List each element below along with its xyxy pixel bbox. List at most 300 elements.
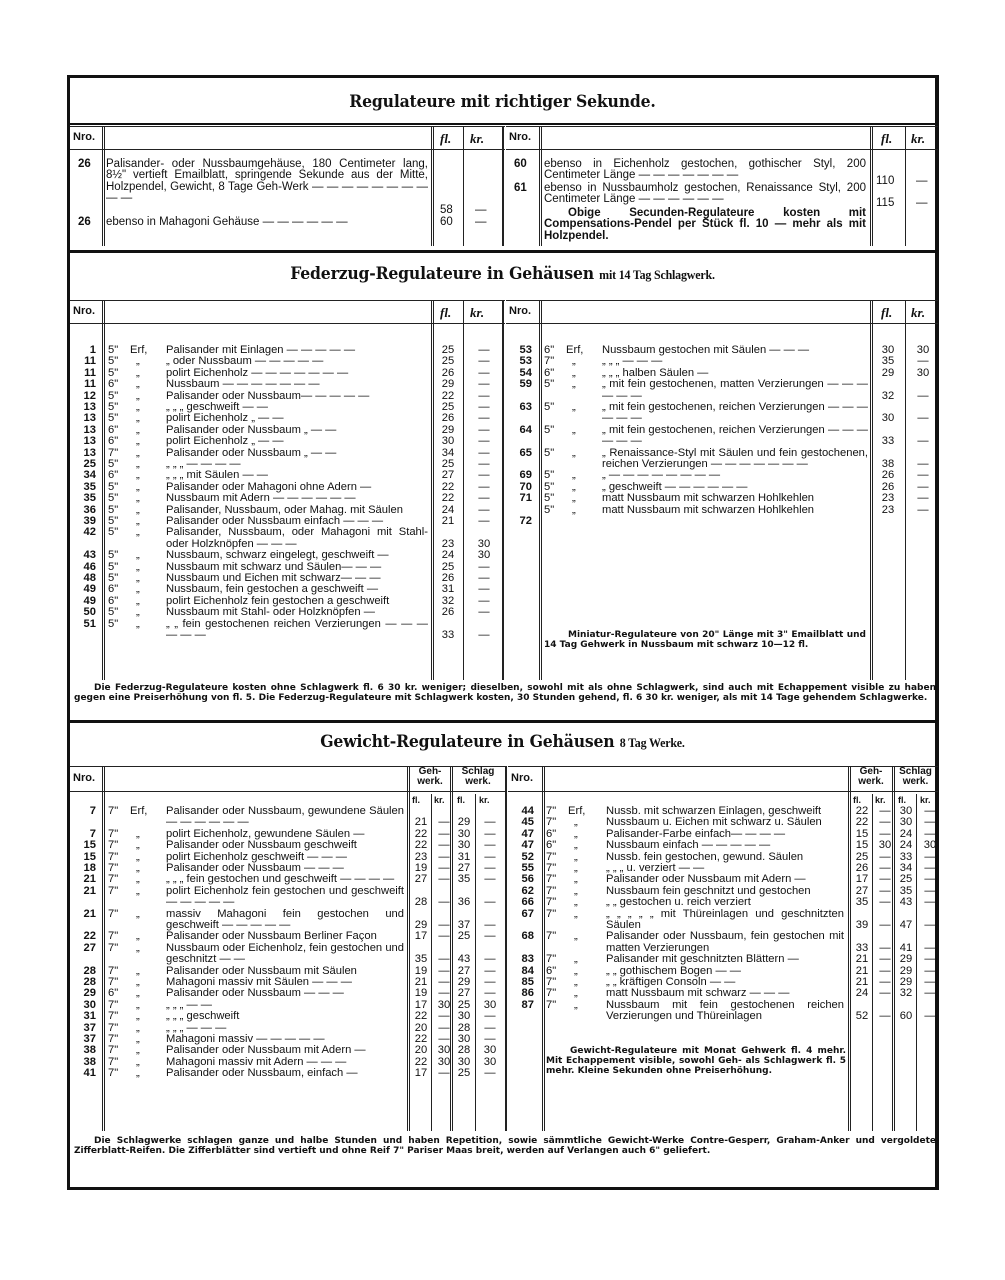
row-nro: 47 xyxy=(521,827,534,840)
row-gehwerk-kr: — xyxy=(438,1010,450,1023)
col-nro: Nro. xyxy=(509,131,531,143)
row-description: Nussbaum fein geschnitzt und gestochen xyxy=(606,884,811,897)
row-schlagwerk-kr: — xyxy=(924,964,936,977)
row-description: Mahagoni massiv mit Adern — — — xyxy=(166,1055,347,1068)
row-nro: 35 xyxy=(83,492,96,505)
row-schlagwerk-kr: — xyxy=(484,816,496,829)
row-description: polirt Eichenholz — — — — — — — xyxy=(166,366,349,379)
row-maker: „ xyxy=(574,987,578,1000)
row-nro: 29 xyxy=(83,987,96,1000)
row-gehwerk-kr: — xyxy=(879,896,891,909)
row-nro: 65 xyxy=(519,446,532,459)
row-description: Palisander oder Nussbaum — — — xyxy=(166,987,344,1000)
row-price-kr: — xyxy=(478,515,490,527)
row-nro: 1 xyxy=(89,344,96,356)
row-schlagwerk-fl: 41 xyxy=(899,941,913,954)
row-price-fl: 34 xyxy=(441,446,455,459)
row-schlagwerk-kr: — xyxy=(484,918,496,931)
row-maker: „ xyxy=(574,884,578,897)
row-schlagwerk-kr: — xyxy=(924,884,936,897)
row-maker: „ xyxy=(574,896,578,909)
row-maker: „ xyxy=(136,839,140,852)
row-description: matt Nussbaum mit schwarz — — — xyxy=(606,987,790,1000)
row-price-fl: 32 xyxy=(441,594,455,607)
row-maker: „ xyxy=(136,469,140,482)
row-description: „ „ „ — — — xyxy=(602,355,663,368)
row-maker: „ xyxy=(136,480,140,493)
row-size: 7" xyxy=(108,827,119,840)
row-nro: 85 xyxy=(521,976,534,988)
row-schlagwerk-kr: 30 xyxy=(923,839,937,852)
row-price-kr: — xyxy=(478,435,490,448)
row-maker: „ xyxy=(136,458,140,470)
row-schlagwerk-fl: 29 xyxy=(457,816,471,829)
row-gehwerk-fl: 27 xyxy=(855,884,869,897)
row-price-fl: 33 xyxy=(881,435,895,448)
row-maker: „ xyxy=(574,964,578,977)
s1-right-table xyxy=(506,126,938,256)
row-gehwerk-fl: 25 xyxy=(855,850,869,863)
row-nro: 13 xyxy=(83,401,96,413)
row-gehwerk-kr: — xyxy=(438,862,450,874)
row-nro: 27 xyxy=(83,941,96,954)
s3-left-header xyxy=(70,766,507,792)
row-gehwerk-fl: 17 xyxy=(855,873,869,886)
row-schlagwerk-kr: — xyxy=(484,1033,496,1045)
row-maker: „ xyxy=(572,503,576,516)
row-nro: 28 xyxy=(83,976,96,988)
row-gehwerk-kr: — xyxy=(879,827,891,840)
row-nro: 72 xyxy=(519,515,532,527)
section-divider xyxy=(70,720,935,723)
row-price-kr: — xyxy=(917,457,929,470)
row-price-kr: — xyxy=(478,401,490,413)
row-schlagwerk-fl: 30 xyxy=(457,839,471,852)
row-gehwerk-kr: — xyxy=(879,805,891,817)
section-divider xyxy=(70,250,935,253)
row-price-kr: — xyxy=(478,458,490,470)
row-gehwerk-fl: 15 xyxy=(855,839,869,852)
row-gehwerk-kr: — xyxy=(438,850,450,863)
title-main: Federzug-Regulateure in Gehäusen xyxy=(290,264,594,284)
section-title-regulateure-sekunde: Regulateure mit richtiger Sekunde. xyxy=(349,92,656,112)
row-size: 7" xyxy=(108,839,119,852)
row-price-kr: — xyxy=(478,628,490,641)
row-description: Nussbaum mit fein gestochenen reichen Verzierungen und Thüreinlagen xyxy=(606,998,844,1023)
row-maker: „ xyxy=(574,850,578,863)
row-size: 5" xyxy=(108,412,119,425)
row-description: Palisander mit Einlagen — — — — — xyxy=(166,344,356,356)
row-price-kr: — xyxy=(478,503,490,516)
row-size: 7" xyxy=(108,1067,119,1080)
row-description: Mahagoni massiv mit Säulen — — — xyxy=(166,976,352,988)
row-schlagwerk-kr: — xyxy=(484,896,496,909)
row-description: „ „ kräftigen Consoln — — xyxy=(606,976,736,988)
row-schlagwerk-fl: 25 xyxy=(899,873,913,886)
row-maker: Erf, xyxy=(130,344,148,356)
row-description: Palisander oder Nussbaum mit Säulen xyxy=(166,964,357,977)
row-price-kr: — xyxy=(478,594,490,607)
row-schlagwerk-fl: 35 xyxy=(899,884,913,897)
row-maker: „ xyxy=(572,446,576,459)
row-gehwerk-fl: 29 xyxy=(414,918,428,931)
col-nro: Nro. xyxy=(73,772,95,784)
col-fl: fl. xyxy=(412,795,420,805)
row-gehwerk-kr: — xyxy=(879,816,891,829)
row-nro: 26 xyxy=(78,216,91,228)
row-description: „ Renaissance-Styl mit Säulen und fein gestochenen, reichen Verzierungen — — — — — — — xyxy=(602,446,868,470)
row-gehwerk-fl: 23 xyxy=(414,850,428,863)
col-nro: Nro. xyxy=(73,131,95,143)
row-size: 7" xyxy=(546,896,557,909)
row-description: Palisander oder Nussbaum, fein gestochen mit matten Verzierungen xyxy=(606,930,844,954)
row-maker: „ xyxy=(136,1021,140,1034)
row-price-fl: 26 xyxy=(441,366,455,379)
s3-right-header xyxy=(508,766,938,792)
row-size: 6" xyxy=(108,594,119,607)
row-price-fl: 25 xyxy=(441,344,455,356)
row-price-kr: — xyxy=(478,583,490,596)
row-size: 6" xyxy=(544,366,555,379)
row-gehwerk-fl: 22 xyxy=(414,827,428,840)
row-description: „ „ „ — — xyxy=(166,998,212,1011)
row-description: polirt Eichenholz geschweift — — — xyxy=(166,850,347,863)
row-schlagwerk-fl: 32 xyxy=(899,987,913,1000)
row-description: „ „ „ — — — — xyxy=(166,458,241,470)
row-price-kr: — xyxy=(478,378,490,391)
row-price-fl: 30 xyxy=(881,412,895,425)
row-price-fl: 29 xyxy=(441,378,455,391)
row-schlagwerk-kr: — xyxy=(484,839,496,852)
row-gehwerk-kr: — xyxy=(879,976,891,988)
row-price-fl: 24 xyxy=(441,549,455,562)
row-size: 7" xyxy=(108,1033,119,1045)
row-description: Palisander oder Nussbaum — — — xyxy=(166,862,344,874)
row-price-fl: 32 xyxy=(881,389,895,402)
row-description: „ geschweift — — — — — — xyxy=(602,480,748,493)
row-size: 5" xyxy=(108,389,119,402)
row-maker: Erf, xyxy=(130,805,148,817)
row-nro: 13 xyxy=(83,423,96,436)
row-maker: „ xyxy=(136,606,140,619)
row-nro: 34 xyxy=(83,469,96,482)
row-size: 5" xyxy=(544,378,555,391)
row-nro: 53 xyxy=(519,344,532,356)
row-gehwerk-fl: 24 xyxy=(855,987,869,1000)
row-schlagwerk-kr: — xyxy=(484,827,496,840)
row-nro: 55 xyxy=(521,862,534,874)
row-description: Palisander oder Nussbaum „ — — xyxy=(166,423,337,436)
row-gehwerk-fl: 15 xyxy=(855,827,869,840)
row-gehwerk-fl: 21 xyxy=(414,976,428,988)
col-kr: kr. xyxy=(875,795,886,805)
row-maker: „ xyxy=(136,1055,140,1068)
row-price-kr: 30 xyxy=(477,537,491,550)
row-size: 7" xyxy=(546,998,557,1011)
row-price-fl: 25 xyxy=(441,401,455,413)
row-maker: „ xyxy=(136,572,140,584)
row-maker: „ xyxy=(136,1044,140,1057)
row-price-kr: — xyxy=(475,216,487,228)
row-schlagwerk-fl: 28 xyxy=(457,1021,471,1034)
row-maker: „ xyxy=(136,930,140,943)
row-maker: „ xyxy=(136,492,140,505)
row-size: 6" xyxy=(544,344,555,356)
row-gehwerk-fl: 19 xyxy=(414,987,428,1000)
row-nro: 51 xyxy=(83,617,96,630)
row-schlagwerk-kr: — xyxy=(924,805,936,817)
row-size: 7" xyxy=(108,850,119,863)
col-kr: kr. xyxy=(911,131,926,146)
row-description: polirt Eichenholz „ — — xyxy=(166,435,284,448)
row-description: Nussbaum gestochen mit Säulen — — — xyxy=(602,344,810,356)
row-price-kr: — xyxy=(478,469,490,482)
row-gehwerk-fl: 19 xyxy=(414,964,428,977)
row-gehwerk-kr: — xyxy=(438,976,450,988)
s1-left-table xyxy=(70,126,505,256)
row-nro: 11 xyxy=(84,366,96,379)
row-schlagwerk-kr: — xyxy=(484,1067,496,1080)
row-schlagwerk-kr: — xyxy=(484,1010,496,1023)
row-schlagwerk-kr: — xyxy=(924,953,936,966)
row-size: 6" xyxy=(546,964,557,977)
row-price-fl: 31 xyxy=(441,583,455,596)
row-size: 5" xyxy=(544,446,555,459)
row-price-kr: — xyxy=(917,469,929,482)
row-price-kr: — xyxy=(478,423,490,436)
row-nro: 35 xyxy=(83,480,96,493)
row-gehwerk-fl: 20 xyxy=(414,1044,428,1057)
row-maker: „ xyxy=(574,827,578,840)
row-price-kr: — xyxy=(917,435,929,448)
row-size: 7" xyxy=(546,862,557,874)
row-schlagwerk-fl: 30 xyxy=(899,816,913,829)
row-price-fl: 58 xyxy=(440,204,453,216)
row-size: 7" xyxy=(546,976,557,988)
row-maker: „ xyxy=(136,873,140,886)
row-gehwerk-kr: — xyxy=(879,918,891,931)
row-nro: 22 xyxy=(83,930,96,943)
title-main: Gewicht-Regulateure in Gehäusen xyxy=(320,732,615,752)
row-nro: 47 xyxy=(521,839,534,852)
row-nro: 60 xyxy=(514,158,527,170)
row-price-kr: — xyxy=(478,355,490,368)
row-gehwerk-fl: 22 xyxy=(414,839,428,852)
row-gehwerk-kr: — xyxy=(438,839,450,852)
col-fl: fl. xyxy=(881,131,893,146)
row-gehwerk-kr: — xyxy=(438,964,450,977)
row-gehwerk-fl: 20 xyxy=(414,1021,428,1034)
row-price-fl: 115 xyxy=(876,197,895,209)
row-gehwerk-fl: 21 xyxy=(414,816,428,829)
row-schlagwerk-kr: — xyxy=(924,850,936,863)
row-maker: „ xyxy=(136,389,140,402)
row-schlagwerk-fl: 27 xyxy=(457,964,471,977)
row-gehwerk-kr: — xyxy=(438,816,450,829)
row-price-fl: 110 xyxy=(876,175,895,187)
row-price-kr: — xyxy=(478,572,490,584)
row-description: Palisander oder Mahagoni ohne Adern — xyxy=(166,480,372,493)
row-maker: „ xyxy=(136,446,140,459)
row-schlagwerk-kr: — xyxy=(484,953,496,966)
row-description: Nussbaum oder Eichenholz, fein gestochen und geschnitzt — — xyxy=(166,941,404,966)
row-gehwerk-kr: — xyxy=(438,930,450,943)
row-price-kr: 30 xyxy=(477,549,491,562)
row-maker: „ xyxy=(136,862,140,874)
row-gehwerk-kr: — xyxy=(438,873,450,886)
row-nro: 62 xyxy=(521,884,534,897)
row-description: Nussbaum, fein gestochen a geschweift — xyxy=(166,583,379,596)
row-size: 6" xyxy=(108,435,119,448)
s2-right-table xyxy=(506,300,938,680)
row-price-fl: 26 xyxy=(881,480,895,493)
row-schlagwerk-fl: 27 xyxy=(457,862,471,874)
row-maker: „ xyxy=(136,1010,140,1023)
row-nro: 31 xyxy=(83,1010,96,1023)
row-size: 6" xyxy=(108,583,119,596)
row-description: „ oder Nussbaum — — — — — xyxy=(166,355,324,368)
row-description: Palisander, Nussbaum, oder Mahag. mit Säulen xyxy=(166,503,403,516)
row-nro: 56 xyxy=(521,873,534,886)
row-maker: Erf, xyxy=(568,805,586,817)
row-nro: 53 xyxy=(519,355,532,368)
row-description: polirt Eichenholz fein gestochen a geschweift xyxy=(166,594,390,607)
col-fl: fl. xyxy=(898,795,906,805)
row-gehwerk-kr: — xyxy=(438,1033,450,1045)
col-nro: Nro. xyxy=(73,305,95,317)
row-nro: 15 xyxy=(83,839,96,852)
row-gehwerk-kr: — xyxy=(879,850,891,863)
row-gehwerk-fl: 21 xyxy=(855,976,869,988)
row-nro: 28 xyxy=(83,964,96,977)
row-price-fl: 23 xyxy=(881,503,895,516)
row-schlagwerk-fl: 60 xyxy=(899,1010,913,1023)
row-description: matt Nussbaum mit schwarzen Hohlkehlen xyxy=(602,492,815,505)
row-schlagwerk-fl: 29 xyxy=(899,953,913,966)
row-description: „ „ fein gestochenen reichen Verzierungen — — — — — — xyxy=(166,617,428,641)
row-price-fl: 25 xyxy=(441,458,455,470)
row-description: Palisander oder Nussbaum— — — — — xyxy=(166,389,370,402)
row-price-kr: — xyxy=(478,366,490,379)
row-price-fl: 24 xyxy=(441,503,455,516)
row-maker: „ xyxy=(136,423,140,436)
row-nro: 26 xyxy=(78,158,91,170)
row-size: 6" xyxy=(546,827,557,840)
row-schlagwerk-fl: 24 xyxy=(899,839,913,852)
row-description: Palisander, Nussbaum, oder Mahagoni mit Stahl- oder Holzknöpfen — — — xyxy=(166,526,428,550)
row-schlagwerk-kr: — xyxy=(484,930,496,943)
row-nro: 67 xyxy=(521,907,534,920)
row-schlagwerk-kr: — xyxy=(924,941,936,954)
row-description: polirt Eichenholz „ — — xyxy=(166,412,284,425)
row-maker: „ xyxy=(136,617,140,630)
row-description: „ „ „ u. verziert — — xyxy=(606,862,705,874)
row-nro: 25 xyxy=(83,458,96,470)
row-nro: 42 xyxy=(83,526,96,539)
row-schlagwerk-fl: 33 xyxy=(899,850,913,863)
row-schlagwerk-fl: 29 xyxy=(899,976,913,988)
row-schlagwerk-fl: 30 xyxy=(457,1010,471,1023)
row-schlagwerk-fl: 28 xyxy=(457,1044,471,1057)
row-price-kr: — xyxy=(478,344,490,356)
row-price-fl: 23 xyxy=(881,492,895,505)
row-nro: 83 xyxy=(521,953,534,966)
row-maker: „ xyxy=(136,964,140,977)
row-nro: 11 xyxy=(84,355,96,368)
s2-left-header xyxy=(70,300,505,324)
row-size: 7" xyxy=(546,930,557,943)
row-schlagwerk-fl: 30 xyxy=(457,1055,471,1068)
row-description: ebenso in Mahagoni Gehäuse — — — — — — xyxy=(106,216,348,228)
row-description: Nussbaum — — — — — — — xyxy=(166,378,320,391)
row-nro: 13 xyxy=(83,412,96,425)
row-maker: „ xyxy=(574,907,578,920)
row-nro: 18 xyxy=(83,862,96,874)
row-nro: 71 xyxy=(519,492,532,505)
row-description: Nussbaum, schwarz eingelegt, geschweift — xyxy=(166,549,389,562)
row-size: 7" xyxy=(546,884,557,897)
row-size: 5" xyxy=(108,515,119,527)
row-description: Palisander oder Nussbaum, einfach — xyxy=(166,1067,358,1080)
row-nro: 30 xyxy=(83,998,96,1011)
s1-left-header xyxy=(70,126,505,150)
row-size: 6" xyxy=(108,469,119,482)
row-gehwerk-kr: — xyxy=(438,953,450,966)
row-price-fl: 22 xyxy=(441,492,455,505)
row-nro: 37 xyxy=(83,1033,96,1045)
row-price-fl: 23 xyxy=(441,537,455,550)
row-gehwerk-kr: — xyxy=(879,884,891,897)
row-nro: 49 xyxy=(83,583,96,596)
row-maker: „ xyxy=(136,1033,140,1045)
row-size: 5" xyxy=(108,572,119,584)
gewicht-monat-note: Gewicht-Regulateure mit Monat Gehwerk fl. 4 mehr. Mit Echappement visible, sowohl Geh- als Schlagwerk fl. 5 mehr. Kleine Sekunden ohne Preiserhöhung. xyxy=(546,1046,846,1076)
row-maker: „ xyxy=(136,583,140,596)
row-gehwerk-kr: — xyxy=(879,862,891,874)
row-maker: „ xyxy=(136,378,140,391)
row-gehwerk-fl: 21 xyxy=(855,953,869,966)
row-gehwerk-kr: — xyxy=(879,873,891,886)
row-maker: „ xyxy=(136,1067,140,1080)
row-description: Palisander oder Nussbaum geschweift xyxy=(166,839,357,852)
catalog-page xyxy=(67,75,939,1190)
row-price-fl: 30 xyxy=(881,344,895,356)
row-description: „ mit fein gestochenen, reichen Verzierungen — — — — — — xyxy=(602,423,868,448)
row-gehwerk-fl: 39 xyxy=(855,918,869,931)
row-size: 7" xyxy=(546,805,557,817)
row-maker: „ xyxy=(574,930,578,943)
s2-right-header xyxy=(506,300,938,324)
row-maker: „ xyxy=(136,515,140,527)
row-schlagwerk-kr: — xyxy=(924,862,936,874)
row-maker: „ xyxy=(572,469,576,482)
row-gehwerk-kr: — xyxy=(879,987,891,1000)
col-fl: fl. xyxy=(457,795,465,805)
row-maker: „ xyxy=(574,998,578,1011)
row-maker: „ xyxy=(136,594,140,607)
row-size: 7" xyxy=(546,850,557,863)
row-size: 5" xyxy=(108,355,119,368)
row-nro: 38 xyxy=(83,1055,96,1068)
row-gehwerk-fl: 19 xyxy=(414,862,428,874)
row-maker: „ xyxy=(572,480,576,493)
row-price-fl: 21 xyxy=(441,515,455,527)
row-schlagwerk-kr: — xyxy=(484,976,496,988)
row-price-fl: 22 xyxy=(441,480,455,493)
row-gehwerk-fl: 22 xyxy=(855,816,869,829)
row-description: Nussbaum einfach — — — — — xyxy=(606,839,771,852)
row-size: 5" xyxy=(544,480,555,493)
